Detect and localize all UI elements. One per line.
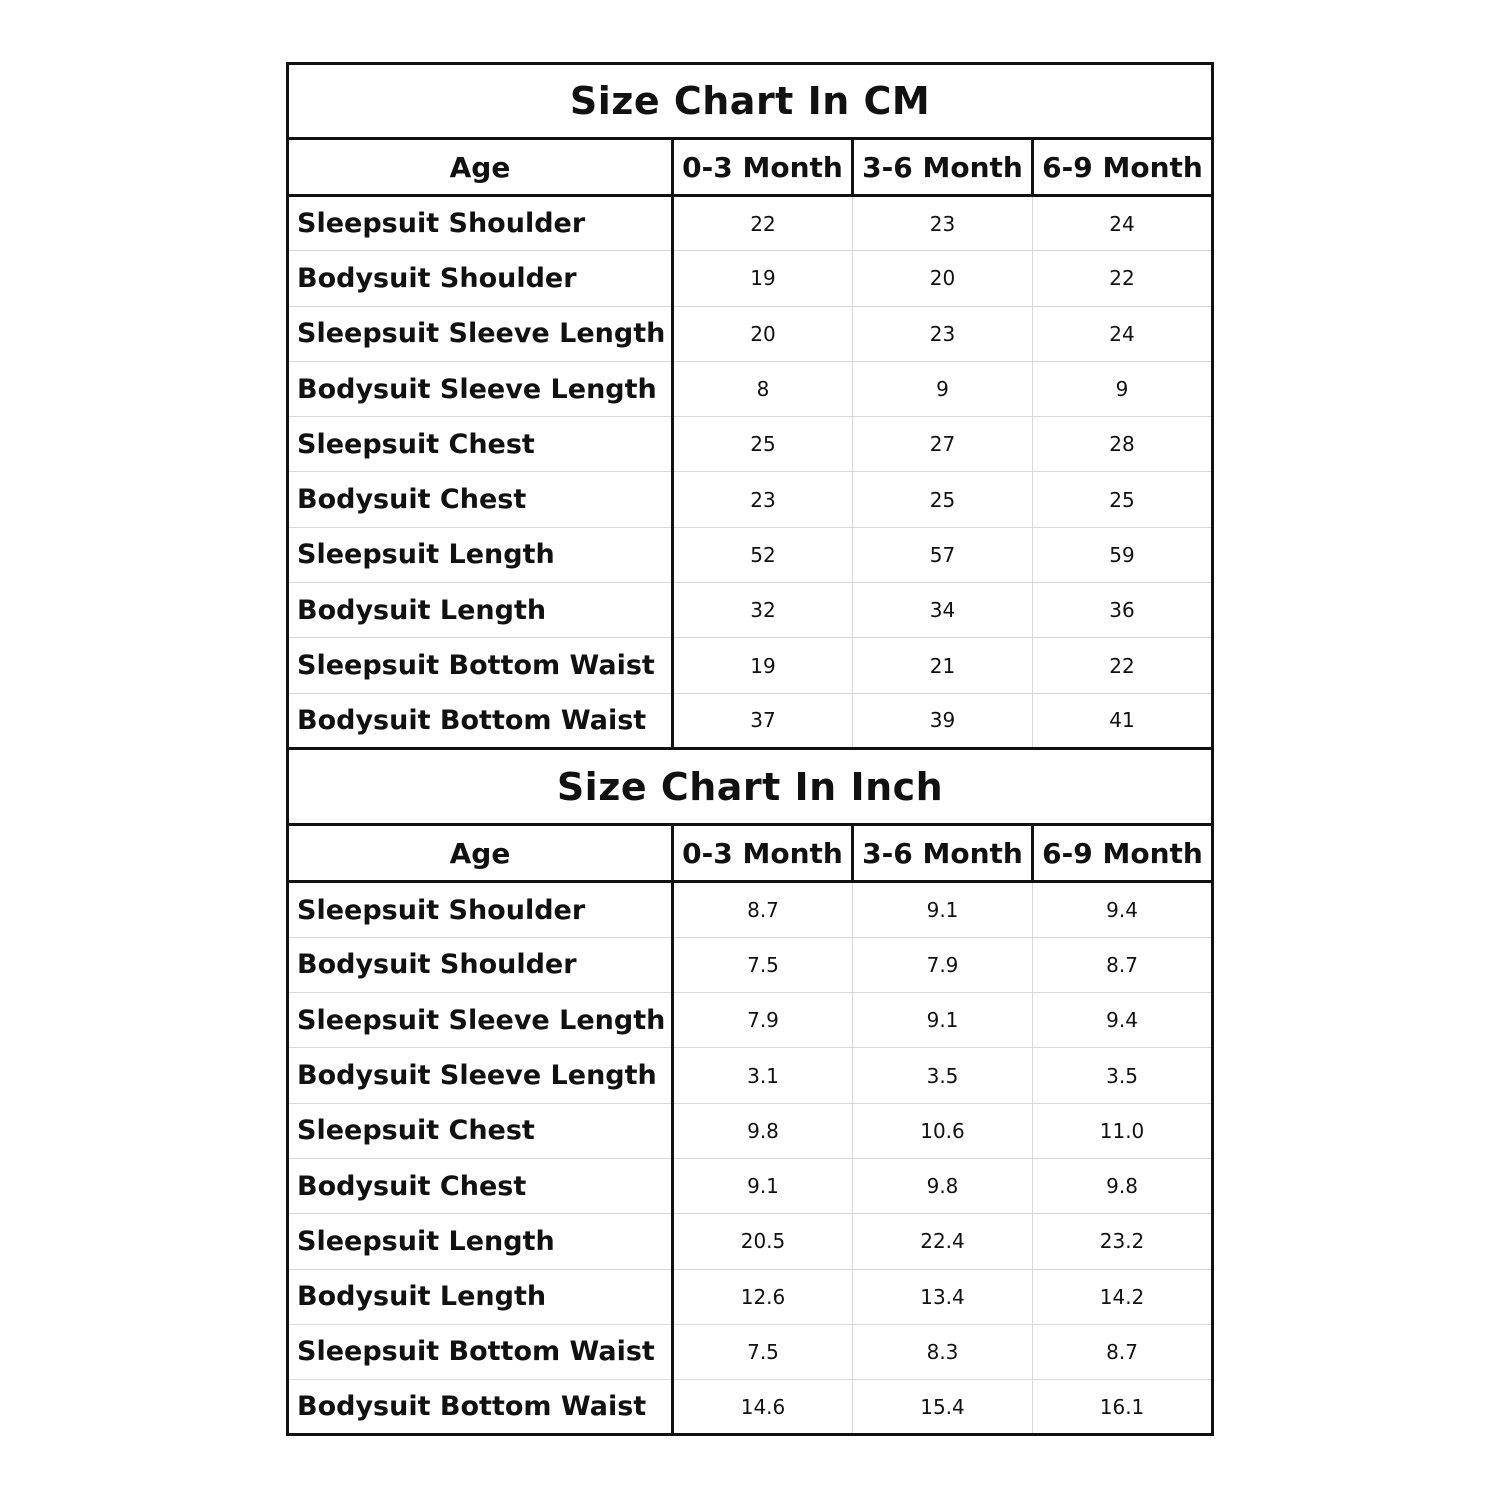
row-value: 23 <box>673 472 853 527</box>
row-value: 9.8 <box>1033 1158 1213 1213</box>
row-value: 9.8 <box>853 1158 1033 1213</box>
row-label: Bodysuit Bottom Waist <box>288 1380 673 1435</box>
row-value: 22 <box>1033 638 1213 693</box>
header-column: 3-6 Month <box>853 139 1033 196</box>
table-row <box>288 1380 1213 1435</box>
row-value: 9 <box>1033 361 1213 416</box>
header-column: 6-9 Month <box>1033 825 1213 882</box>
table-title: Size Chart In CM <box>288 64 1213 139</box>
row-label: Bodysuit Chest <box>288 1158 673 1213</box>
row-value: 7.9 <box>853 937 1033 992</box>
table-row <box>288 1269 1213 1324</box>
row-value: 23.2 <box>1033 1214 1213 1269</box>
table-row <box>288 417 1213 472</box>
row-label: Bodysuit Chest <box>288 472 673 527</box>
row-value: 22 <box>673 196 853 251</box>
row-value: 9.4 <box>1033 993 1213 1048</box>
table-row <box>288 1158 1213 1213</box>
row-value: 34 <box>853 583 1033 638</box>
row-value: 8.7 <box>673 882 853 937</box>
header-column: 6-9 Month <box>1033 139 1213 196</box>
row-value: 3.5 <box>853 1048 1033 1103</box>
row-value: 9.1 <box>853 882 1033 937</box>
row-label: Bodysuit Sleeve Length <box>288 1048 673 1103</box>
row-label: Sleepsuit Bottom Waist <box>288 638 673 693</box>
row-value: 11.0 <box>1033 1103 1213 1158</box>
row-value: 8.3 <box>853 1324 1033 1379</box>
row-value: 19 <box>673 251 853 306</box>
row-value: 8.7 <box>1033 1324 1213 1379</box>
row-value: 14.2 <box>1033 1269 1213 1324</box>
header-column: 0-3 Month <box>673 139 853 196</box>
table-row <box>288 1214 1213 1269</box>
table-title-row <box>288 64 1213 139</box>
row-value: 16.1 <box>1033 1380 1213 1435</box>
row-value: 8.7 <box>1033 937 1213 992</box>
row-value: 25 <box>853 472 1033 527</box>
header-age-label: Age <box>288 825 673 882</box>
row-value: 36 <box>1033 583 1213 638</box>
row-value: 10.6 <box>853 1103 1033 1158</box>
row-value: 12.6 <box>673 1269 853 1324</box>
row-value: 19 <box>673 638 853 693</box>
table-title-row <box>288 750 1213 825</box>
row-value: 20.5 <box>673 1214 853 1269</box>
table-row <box>288 583 1213 638</box>
row-value: 27 <box>853 417 1033 472</box>
row-label: Bodysuit Length <box>288 583 673 638</box>
row-value: 3.1 <box>673 1048 853 1103</box>
row-value: 21 <box>853 638 1033 693</box>
row-value: 25 <box>673 417 853 472</box>
size-chart-sheet <box>286 62 1211 1436</box>
row-label: Sleepsuit Shoulder <box>288 882 673 937</box>
table-row <box>288 527 1213 582</box>
table-row <box>288 1324 1213 1379</box>
row-label: Bodysuit Shoulder <box>288 251 673 306</box>
row-value: 8 <box>673 361 853 416</box>
row-label: Bodysuit Sleeve Length <box>288 361 673 416</box>
row-label: Sleepsuit Sleeve Length <box>288 993 673 1048</box>
row-label: Sleepsuit Chest <box>288 1103 673 1158</box>
row-value: 25 <box>1033 472 1213 527</box>
row-value: 24 <box>1033 196 1213 251</box>
row-value: 7.5 <box>673 937 853 992</box>
row-label: Sleepsuit Length <box>288 527 673 582</box>
table-row <box>288 1048 1213 1103</box>
row-value: 41 <box>1033 693 1213 748</box>
header-column: 3-6 Month <box>853 825 1033 882</box>
row-label: Sleepsuit Sleeve Length <box>288 306 673 361</box>
row-value: 52 <box>673 527 853 582</box>
row-value: 23 <box>853 196 1033 251</box>
row-value: 39 <box>853 693 1033 748</box>
row-value: 20 <box>853 251 1033 306</box>
table-row <box>288 693 1213 748</box>
row-value: 3.5 <box>1033 1048 1213 1103</box>
row-value: 57 <box>853 527 1033 582</box>
row-value: 9.1 <box>673 1158 853 1213</box>
row-value: 7.9 <box>673 993 853 1048</box>
table-row <box>288 882 1213 937</box>
table-row <box>288 306 1213 361</box>
table-row <box>288 361 1213 416</box>
header-column: 0-3 Month <box>673 825 853 882</box>
row-label: Bodysuit Shoulder <box>288 937 673 992</box>
row-label: Sleepsuit Shoulder <box>288 196 673 251</box>
row-value: 9.8 <box>673 1103 853 1158</box>
size-chart-inch-table <box>286 750 1214 1436</box>
row-value: 22 <box>1033 251 1213 306</box>
row-value: 22.4 <box>853 1214 1033 1269</box>
row-value: 7.5 <box>673 1324 853 1379</box>
row-value: 37 <box>673 693 853 748</box>
table-header-row <box>288 825 1213 882</box>
table-row <box>288 937 1213 992</box>
row-label: Sleepsuit Bottom Waist <box>288 1324 673 1379</box>
row-value: 9 <box>853 361 1033 416</box>
table-header-row <box>288 139 1213 196</box>
row-value: 28 <box>1033 417 1213 472</box>
row-value: 32 <box>673 583 853 638</box>
size-chart-cm-table <box>286 62 1214 750</box>
table-row <box>288 472 1213 527</box>
row-value: 14.6 <box>673 1380 853 1435</box>
table-title: Size Chart In Inch <box>288 750 1213 825</box>
row-value: 23 <box>853 306 1033 361</box>
row-value: 59 <box>1033 527 1213 582</box>
table-row <box>288 638 1213 693</box>
row-value: 9.1 <box>853 993 1033 1048</box>
row-label: Bodysuit Bottom Waist <box>288 693 673 748</box>
row-value: 20 <box>673 306 853 361</box>
header-age-label: Age <box>288 139 673 196</box>
row-value: 13.4 <box>853 1269 1033 1324</box>
row-label: Bodysuit Length <box>288 1269 673 1324</box>
row-value: 24 <box>1033 306 1213 361</box>
row-label: Sleepsuit Length <box>288 1214 673 1269</box>
table-row <box>288 1103 1213 1158</box>
row-value: 15.4 <box>853 1380 1033 1435</box>
table-row <box>288 993 1213 1048</box>
table-row <box>288 196 1213 251</box>
row-label: Sleepsuit Chest <box>288 417 673 472</box>
table-row <box>288 251 1213 306</box>
row-value: 9.4 <box>1033 882 1213 937</box>
